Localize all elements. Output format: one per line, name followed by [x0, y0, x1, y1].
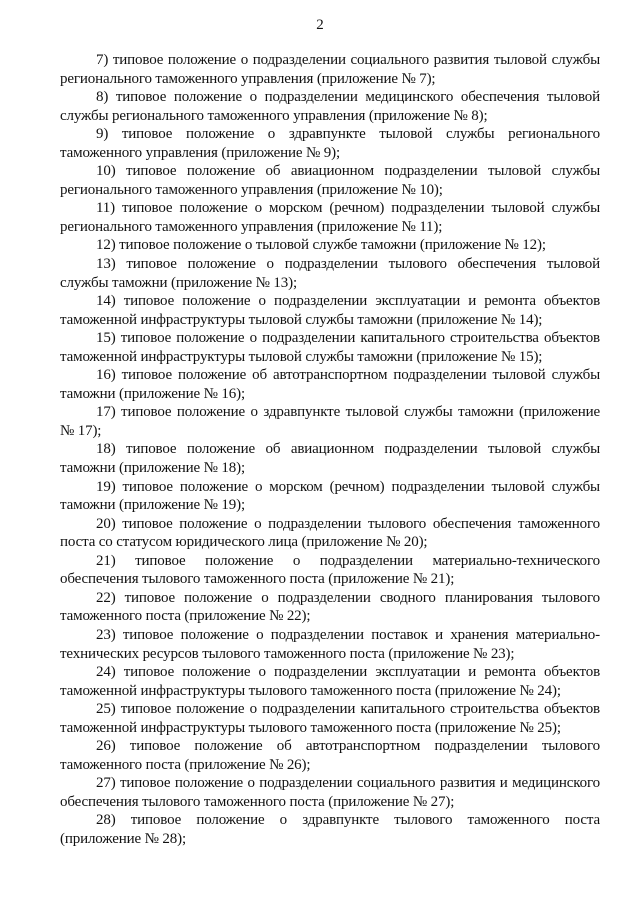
page-number: 2	[316, 17, 324, 33]
list-item: 21) типовое положение о подразделении материально-технического обеспечения тылового таможенного поста (приложение № 21);	[60, 552, 600, 588]
list-item: 10) типовое положение об авиационном подразделении тыловой службы регионального таможенного управления (приложение № 10);	[60, 163, 600, 198]
list-item: 22) типовое положение о подразделении сводного планирования тылового таможенного поста (приложение № 22);	[60, 589, 600, 625]
list-item: 7) типовое положение о подразделении социального развития тыловой службы регионального таможенного управления (приложение № 7);	[60, 52, 600, 87]
list-item: 9) типовое положение о здравпункте тыловой службы регионального таможенного управления (приложение № 9);	[60, 126, 600, 161]
document-body	[60, 51, 600, 849]
list-item: 27) типовое положение о подразделении социального развития и медицинского обеспечения тылового таможенного поста (приложение № 27);	[60, 775, 600, 810]
list-item: 25) типовое положение о подразделении капитального строительства объектов таможенной инфраструктуры тылового таможенного поста (приложение № 25);	[60, 701, 600, 736]
list-item: 13) типовое положение о подразделении тылового обеспечения тыловой службы таможни (приложение № 13);	[60, 256, 600, 291]
list-item: 11) типовое положение о морском (речном) подразделении тыловой службы регионального таможенного управления (приложение № 11);	[60, 200, 600, 235]
list-item: 18) типовое положение об авиационном подразделении тыловой службы таможни (приложение № 18);	[60, 441, 600, 477]
list-item: 8) типовое положение о подразделении медицинского обеспечения тыловой службы регионального таможенного управления (приложение № 8);	[60, 89, 600, 124]
list-item: 17) типовое положение о здравпункте тыловой службы таможни (приложение № 17);	[60, 404, 600, 439]
list-item: 14) типовое положение о подразделении эксплуатации и ремонта объектов таможенной инфраструктуры тыловой службы таможни (приложение № 14);	[60, 293, 600, 328]
list-item: 24) типовое положение о подразделении эксплуатации и ремонта объектов таможенной инфраструктуры тылового таможенного поста (приложение № 24);	[60, 664, 600, 699]
list-item: 16) типовое положение об автотранспортном подразделении тыловой службы таможни (приложение № 16);	[60, 367, 600, 402]
list-item: 28) типовое положение о здравпункте тылового таможенного поста (приложение № 28);	[60, 812, 600, 847]
list-item: 12) типовое положение о тыловой службе таможни (приложение № 12);	[96, 237, 546, 254]
list-item: 20) типовое положение о подразделении тылового обеспечения таможенного поста со статусом юридического лица (приложение № 20);	[60, 515, 600, 551]
list-item: 15) типовое положение о подразделении капитального строительства объектов таможенной инфраструктуры тыловой службы таможни (приложение № 15);	[60, 330, 600, 365]
list-item: 19) типовое положение о морском (речном) подразделении тыловой службы таможни (приложение № 19);	[60, 478, 600, 514]
list-item: 23) типовое положение о подразделении поставок и хранения материально-технических ресурсов тылового таможенного поста (приложение № 23);	[60, 626, 600, 662]
list-item: 26) типовое положение об автотранспортном подразделении тылового таможенного поста (приложение № 26);	[60, 738, 600, 773]
